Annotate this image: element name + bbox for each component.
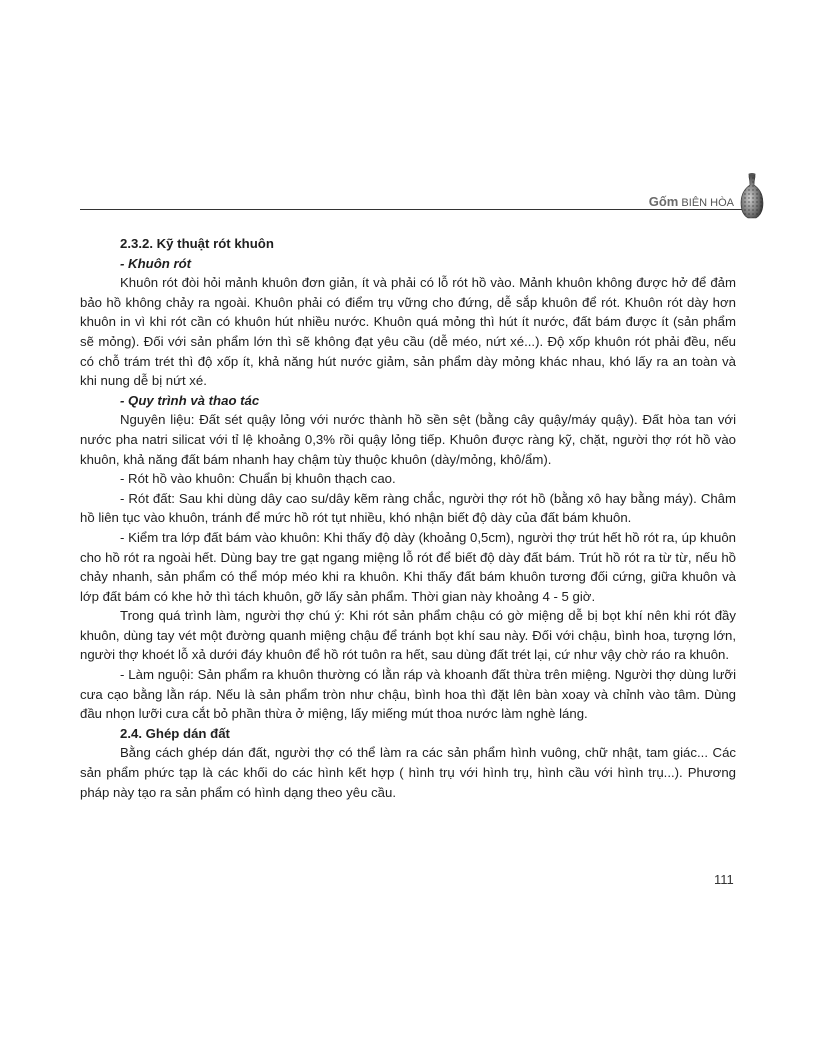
header-subtitle: BIÊN HÒA (681, 197, 734, 209)
paragraph: - Kiểm tra lớp đất bám vào khuôn: Khi thấy độ dày (khoảng 0,5cm), người thợ trút hết hồ rót ra, úp khuôn cho hồ rót ra ngoài hết. Dùng bay tre gạt ngang miệng lỗ rót để biết độ dày đất bám. Trút hồ rót ra từ từ, nếu hồ chảy nhanh, sản phẩm có thể móp méo khi ra khuôn. Khi thấy đất bám khuôn tương đối cứng, giữa khuôn và lớp đất bám có khe hở thì tách khuôn, gỡ lấy sản phẩm. Thời gian này khoảng 4 - 5 giờ. (80, 529, 736, 604)
section-heading-2-4: 2.4. Ghép dán đất (120, 725, 230, 741)
header-title (649, 194, 734, 209)
paragraph: Khuôn rót đòi hỏi mảnh khuôn đơn giản, ít và phải có lỗ rót hồ vào. Mảnh khuôn không được hở để đảm bảo hồ không chảy ra ngoài. Khuôn phải có điểm trụ vững cho đứng, dễ sắp khuôn để rót. Khuôn rót dày hơn khuôn in vì khi rót cần có khuôn hút nhiều nước. Khuôn quá mỏng thì hút ít nước, đất bám được ít (sản phẩm sẽ mỏng). Đối với sản phẩm lớn thì sẽ không đạt yêu cầu (dễ méo, nứt xé...). Độ xốp khuôn rót phải đều, nếu có chỗ trám trét thì độ xốp ít, khả năng hút nước giảm, sản phẩm dày mỏng khác nhau, khó lấy ra an toàn và khi nung dễ bị nứt xé. (80, 275, 736, 389)
subheading-khuon-rot: - Khuôn rót (120, 255, 192, 271)
paragraph: - Rót đất: Sau khi dùng dây cao su/dây kẽm ràng chắc, người thợ rót hồ (bằng xô hay bằng máy). Châm hồ liên tục vào khuôn, tránh để mức hồ rót tụt nhiều, khó nhận biết độ dày của đất bám khuôn. (80, 490, 736, 526)
section-heading-2-3-2: 2.3.2. Kỹ thuật rót khuôn (120, 236, 274, 251)
header-rule (80, 209, 743, 210)
paragraph: Nguyên liệu: Đất sét quậy lỏng với nước thành hồ sền sệt (bằng cây quậy/máy quậy). Đất hòa tan với nước pha natri silicat với tỉ lệ khoảng 0,3% rồi quậy lỏng tiếp. Khuôn được ràng kỹ, chặt, người thợ rót hồ vào khuôn, khả năng đất bám nhanh hay chậm tùy thuộc khuôn (dày/mỏng, khô/ẩm). (80, 412, 736, 467)
paragraph: Bằng cách ghép dán đất, người thợ có thể làm ra các sản phẩm hình vuông, chữ nhật, tam giác... Các sản phẩm phức tạp là các khối do các hình kết hợp ( hình trụ với hình trụ, hình cầu với hình trụ...). Phương pháp này tạo ra sản phẩm có hình dạng theo yêu cầu. (80, 745, 736, 800)
header-brand: Gốm (648, 194, 679, 209)
paragraph: - Làm nguội: Sản phẩm ra khuôn thường có lằn ráp và khoanh đất thừa trên miệng. Người thợ dùng lưỡi cưa cạo bằng lằn ráp. Nếu là sản phẩm tròn như chậu, bình hoa thì đặt lên bàn xoay và chỉnh vào tâm. Dùng đầu nhọn lưỡi cưa cắt bỏ phần thừa ở miệng, lấy miếng mút thoa nước làm nghè láng. (80, 667, 736, 722)
vase-icon (739, 172, 765, 220)
paragraph: - Rót hồ vào khuôn: Chuẩn bị khuôn thạch cao. (120, 471, 396, 487)
subheading-quy-trinh: - Quy trình và thao tác (120, 392, 260, 408)
running-header (80, 176, 763, 210)
page-body (80, 234, 736, 802)
paragraph: Trong quá trình làm, người thợ chú ý: Khi rót sản phẩm chậu có gờ miệng dễ bị bọt khí nên khi rót đầy khuôn, dùng tay vét một đường quanh miệng chậu để tránh bọt khí sau này. Đối với chậu, bình hoa, tượng lớn, người thợ khoét lỗ xả dưới đáy khuôn để hồ rót tuôn ra hết, sau dùng đất trét lại, cứ như vậy chờ ráo ra khuôn. (80, 608, 736, 663)
page-number: 111 (714, 872, 734, 887)
